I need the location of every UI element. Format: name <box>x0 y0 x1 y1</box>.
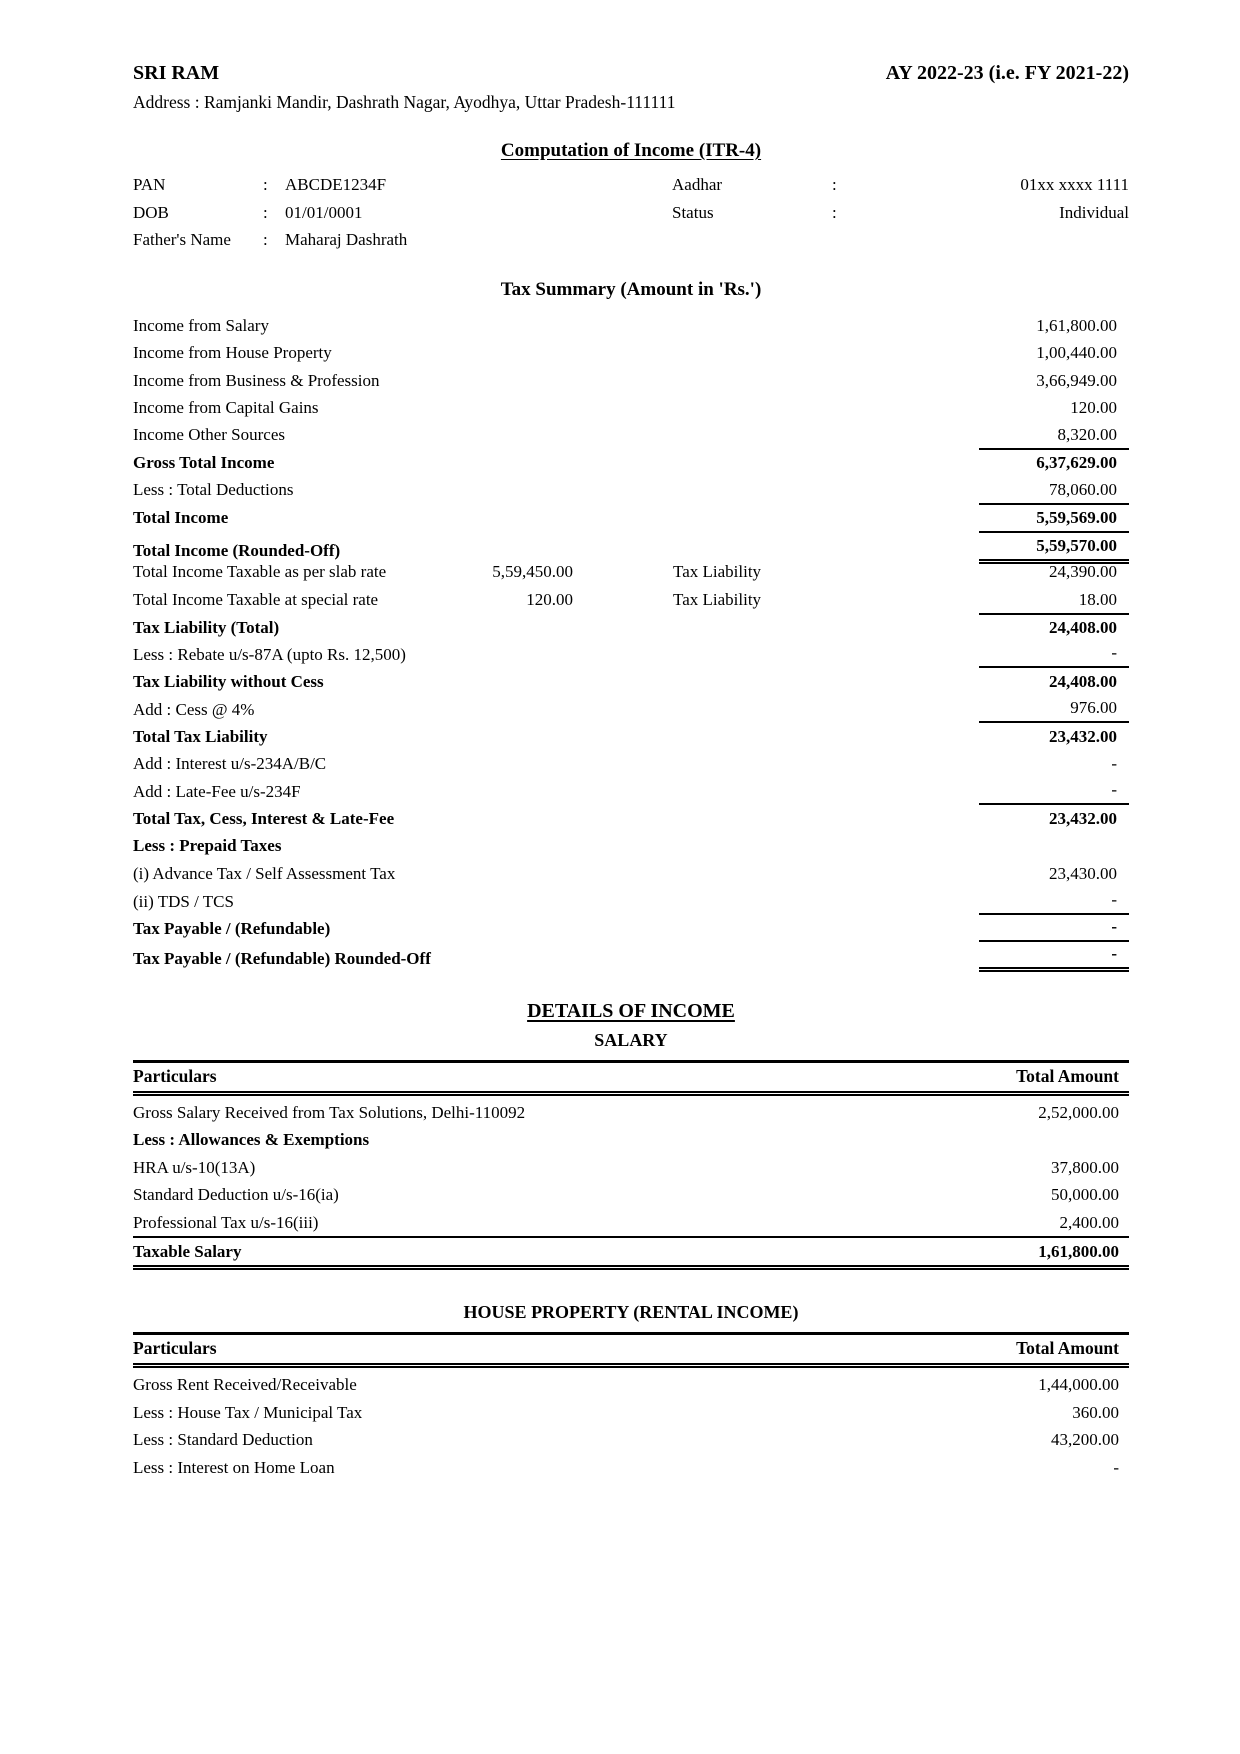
row-label: Total Tax, Cess, Interest & Late-Fee <box>133 808 395 828</box>
row-label: HRA u/s-10(13A) <box>133 1157 256 1177</box>
income-table-row <box>133 1126 1129 1153</box>
page-header <box>133 62 1129 85</box>
row-amount: 976.00 <box>979 695 1129 723</box>
income-table-title: SALARY <box>594 1029 668 1050</box>
row-label: Less : Total Deductions <box>133 480 294 500</box>
row-amount: 2,400.00 <box>1059 1212 1119 1232</box>
row-label: Less : Allowances & Exemptions <box>133 1130 370 1150</box>
row-amount: 24,408.00 <box>979 613 1129 641</box>
tax-summary-row <box>133 448 1129 475</box>
row-amount: 5,59,569.00 <box>979 503 1129 531</box>
tax-summary-row <box>133 887 1129 914</box>
row-label: Add : Cess @ 4% <box>133 699 255 719</box>
row-label: Less : House Tax / Municipal Tax <box>133 1402 363 1422</box>
assessee-info-grid <box>133 171 1129 254</box>
row-amount: 1,44,000.00 <box>1038 1375 1119 1395</box>
row-amount: - <box>979 777 1129 805</box>
colon-separator: : <box>263 230 268 249</box>
tax-summary-row <box>133 832 1129 859</box>
details-of-income-section <box>133 1030 1129 1481</box>
row-label: (i) Advance Tax / Self Assessment Tax <box>133 863 396 883</box>
assessee-address: Address : Ramjanki Mandir, Dashrath Nagar, Ayodhya, Uttar Pradesh-111111 <box>133 92 676 112</box>
row-amount: 5,59,570.00 <box>979 531 1129 564</box>
row-mid-value: 120.00 <box>526 589 573 609</box>
row-label: Gross Salary Received from Tax Solutions, Delhi-110092 <box>133 1103 526 1123</box>
tax-summary-row <box>133 640 1129 667</box>
income-table-row <box>133 1236 1129 1270</box>
row-label: Total Income <box>133 508 229 528</box>
row-label: Income Other Sources <box>133 425 286 445</box>
income-table-header <box>133 1332 1129 1368</box>
tax-summary-row <box>133 805 1129 832</box>
particulars-column-header: Particulars <box>133 1338 217 1359</box>
row-label: Gross Total Income <box>133 453 275 473</box>
dob-label: DOB <box>133 202 169 222</box>
tax-summary-row <box>133 476 1129 503</box>
status-value: Individual <box>1059 202 1129 222</box>
row-amount: 24,408.00 <box>1049 671 1117 691</box>
particulars-column-header: Particulars <box>133 1065 217 1086</box>
row-label: Tax Liability without Cess <box>133 671 324 691</box>
row-label: Less : Rebate u/s-87A (upto Rs. 12,500) <box>133 645 406 665</box>
pan-label: PAN <box>133 175 166 194</box>
income-table-row <box>133 1099 1129 1126</box>
tax-summary-row <box>133 914 1129 941</box>
row-amount: 3,66,949.00 <box>1036 370 1117 390</box>
colon-separator: : <box>832 175 837 194</box>
income-table-row <box>133 1453 1129 1480</box>
colon-separator: : <box>263 202 268 222</box>
income-table-row <box>133 1181 1129 1208</box>
row-amount: - <box>1113 1457 1119 1477</box>
row-amount: - <box>979 887 1129 915</box>
document-title: Computation of Income (ITR-4) <box>500 140 762 161</box>
details-of-income-title: DETAILS OF INCOME <box>527 999 735 1022</box>
row-amount: 78,060.00 <box>1049 480 1117 500</box>
row-amount: 23,432.00 <box>1049 726 1117 746</box>
row-amount: 50,000.00 <box>1051 1185 1119 1205</box>
row-amount: 1,61,800.00 <box>1038 1242 1119 1262</box>
row-amount: 360.00 <box>1072 1402 1119 1422</box>
income-table-body <box>133 1096 1129 1270</box>
row-mid-value: 5,59,450.00 <box>492 562 573 582</box>
row-label: Taxable Salary <box>133 1242 242 1262</box>
row-label: Total Income (Rounded-Off) <box>133 540 341 560</box>
spacer <box>854 226 1129 254</box>
row-amount: - <box>979 914 1129 942</box>
assessee-name: SRI RAM <box>133 62 220 84</box>
row-label: Total Income Taxable at special rate <box>133 589 379 609</box>
row-label: Income from House Property <box>133 343 332 363</box>
assessment-year: AY 2022-23 (i.e. FY 2021-22) <box>885 62 1129 84</box>
row-amount: - <box>1111 754 1117 774</box>
income-table-body <box>133 1368 1129 1481</box>
spacer <box>672 226 832 254</box>
row-label: Tax Liability (Total) <box>133 617 280 637</box>
tax-summary-title: Tax Summary (Amount in 'Rs.') <box>500 278 762 300</box>
row-label: Add : Interest u/s-234A/B/C <box>133 754 327 774</box>
income-table <box>133 1332 1129 1481</box>
tax-summary-row <box>133 585 1129 612</box>
tax-summary-row <box>133 531 1129 558</box>
colon-separator: : <box>832 202 837 222</box>
row-label: Total Income Taxable as per slab rate <box>133 562 387 582</box>
row-label: Professional Tax u/s-16(iii) <box>133 1212 319 1232</box>
spacer <box>832 226 854 254</box>
tax-summary-row <box>133 722 1129 749</box>
row-amount: 1,00,440.00 <box>1036 343 1117 363</box>
row-amount: 43,200.00 <box>1051 1430 1119 1450</box>
row-label: Gross Rent Received/Receivable <box>133 1375 357 1395</box>
row-mid-label: Tax Liability <box>673 589 762 609</box>
row-amount: 23,432.00 <box>1049 808 1117 828</box>
tax-summary-row <box>133 668 1129 695</box>
pan-value: ABCDE1234F <box>285 175 387 194</box>
father-name-value: Maharaj Dashrath <box>285 230 408 249</box>
colon-separator: : <box>263 175 268 194</box>
row-label: Standard Deduction u/s-16(ia) <box>133 1185 339 1205</box>
row-amount: 6,37,629.00 <box>979 448 1129 476</box>
tax-summary-row <box>133 695 1129 722</box>
income-table-row <box>133 1154 1129 1181</box>
income-table-row <box>133 1371 1129 1398</box>
row-amount: 23,430.00 <box>1049 863 1117 883</box>
total-amount-column-header: Total Amount <box>1016 1065 1119 1086</box>
row-label: Income from Business & Profession <box>133 370 380 390</box>
row-label: Less : Interest on Home Loan <box>133 1457 335 1477</box>
row-amount: - <box>979 941 1129 972</box>
dob-value: 01/01/0001 <box>285 202 363 222</box>
income-table-row <box>133 1426 1129 1453</box>
row-amount: 24,390.00 <box>1049 562 1117 582</box>
tax-summary-row <box>133 558 1129 585</box>
row-mid-label: Tax Liability <box>673 562 762 582</box>
tax-summary-row <box>133 312 1129 339</box>
tax-summary-row <box>133 421 1129 448</box>
income-table <box>133 1060 1129 1270</box>
status-label: Status <box>672 202 714 222</box>
row-amount: 1,61,800.00 <box>1036 315 1117 335</box>
tax-summary-row <box>133 503 1129 530</box>
income-table-title: HOUSE PROPERTY (RENTAL INCOME) <box>463 1302 799 1323</box>
tax-summary-row <box>133 859 1129 886</box>
tax-summary-row <box>133 777 1129 804</box>
row-amount: 2,52,000.00 <box>1038 1103 1119 1123</box>
row-amount: 18.00 <box>1078 589 1117 609</box>
father-name-label: Father's Name <box>133 230 231 249</box>
row-amount: 37,800.00 <box>1051 1157 1119 1177</box>
row-label: Less : Standard Deduction <box>133 1430 313 1450</box>
row-amount: 8,320.00 <box>1057 425 1117 445</box>
tax-summary-row <box>133 941 1129 968</box>
row-label: Tax Payable / (Refundable) <box>133 919 331 939</box>
row-amount <box>979 833 1129 859</box>
income-table-row <box>133 1399 1129 1426</box>
tax-summary-row <box>133 394 1129 421</box>
row-amount: - <box>979 640 1129 668</box>
row-label: Total Tax Liability <box>133 726 268 746</box>
row-label: Less : Prepaid Taxes <box>133 836 282 856</box>
row-amount: 120.00 <box>1070 398 1117 418</box>
aadhar-value: 01xx xxxx 1111 <box>1020 175 1129 194</box>
aadhar-label: Aadhar <box>672 175 723 194</box>
row-label: (ii) TDS / TCS <box>133 891 234 911</box>
tax-summary-row <box>133 339 1129 366</box>
tax-summary-row <box>133 366 1129 393</box>
tax-summary-row <box>133 750 1129 777</box>
income-table-row <box>133 1208 1129 1235</box>
row-label: Add : Late-Fee u/s-234F <box>133 782 301 802</box>
total-amount-column-header: Total Amount <box>1016 1338 1119 1359</box>
tax-summary-row <box>133 613 1129 640</box>
row-label: Income from Salary <box>133 315 269 335</box>
row-label: Tax Payable / (Refundable) Rounded-Off <box>133 949 431 969</box>
tax-summary-table <box>133 312 1129 969</box>
income-table-header <box>133 1060 1129 1096</box>
row-label: Income from Capital Gains <box>133 398 319 418</box>
